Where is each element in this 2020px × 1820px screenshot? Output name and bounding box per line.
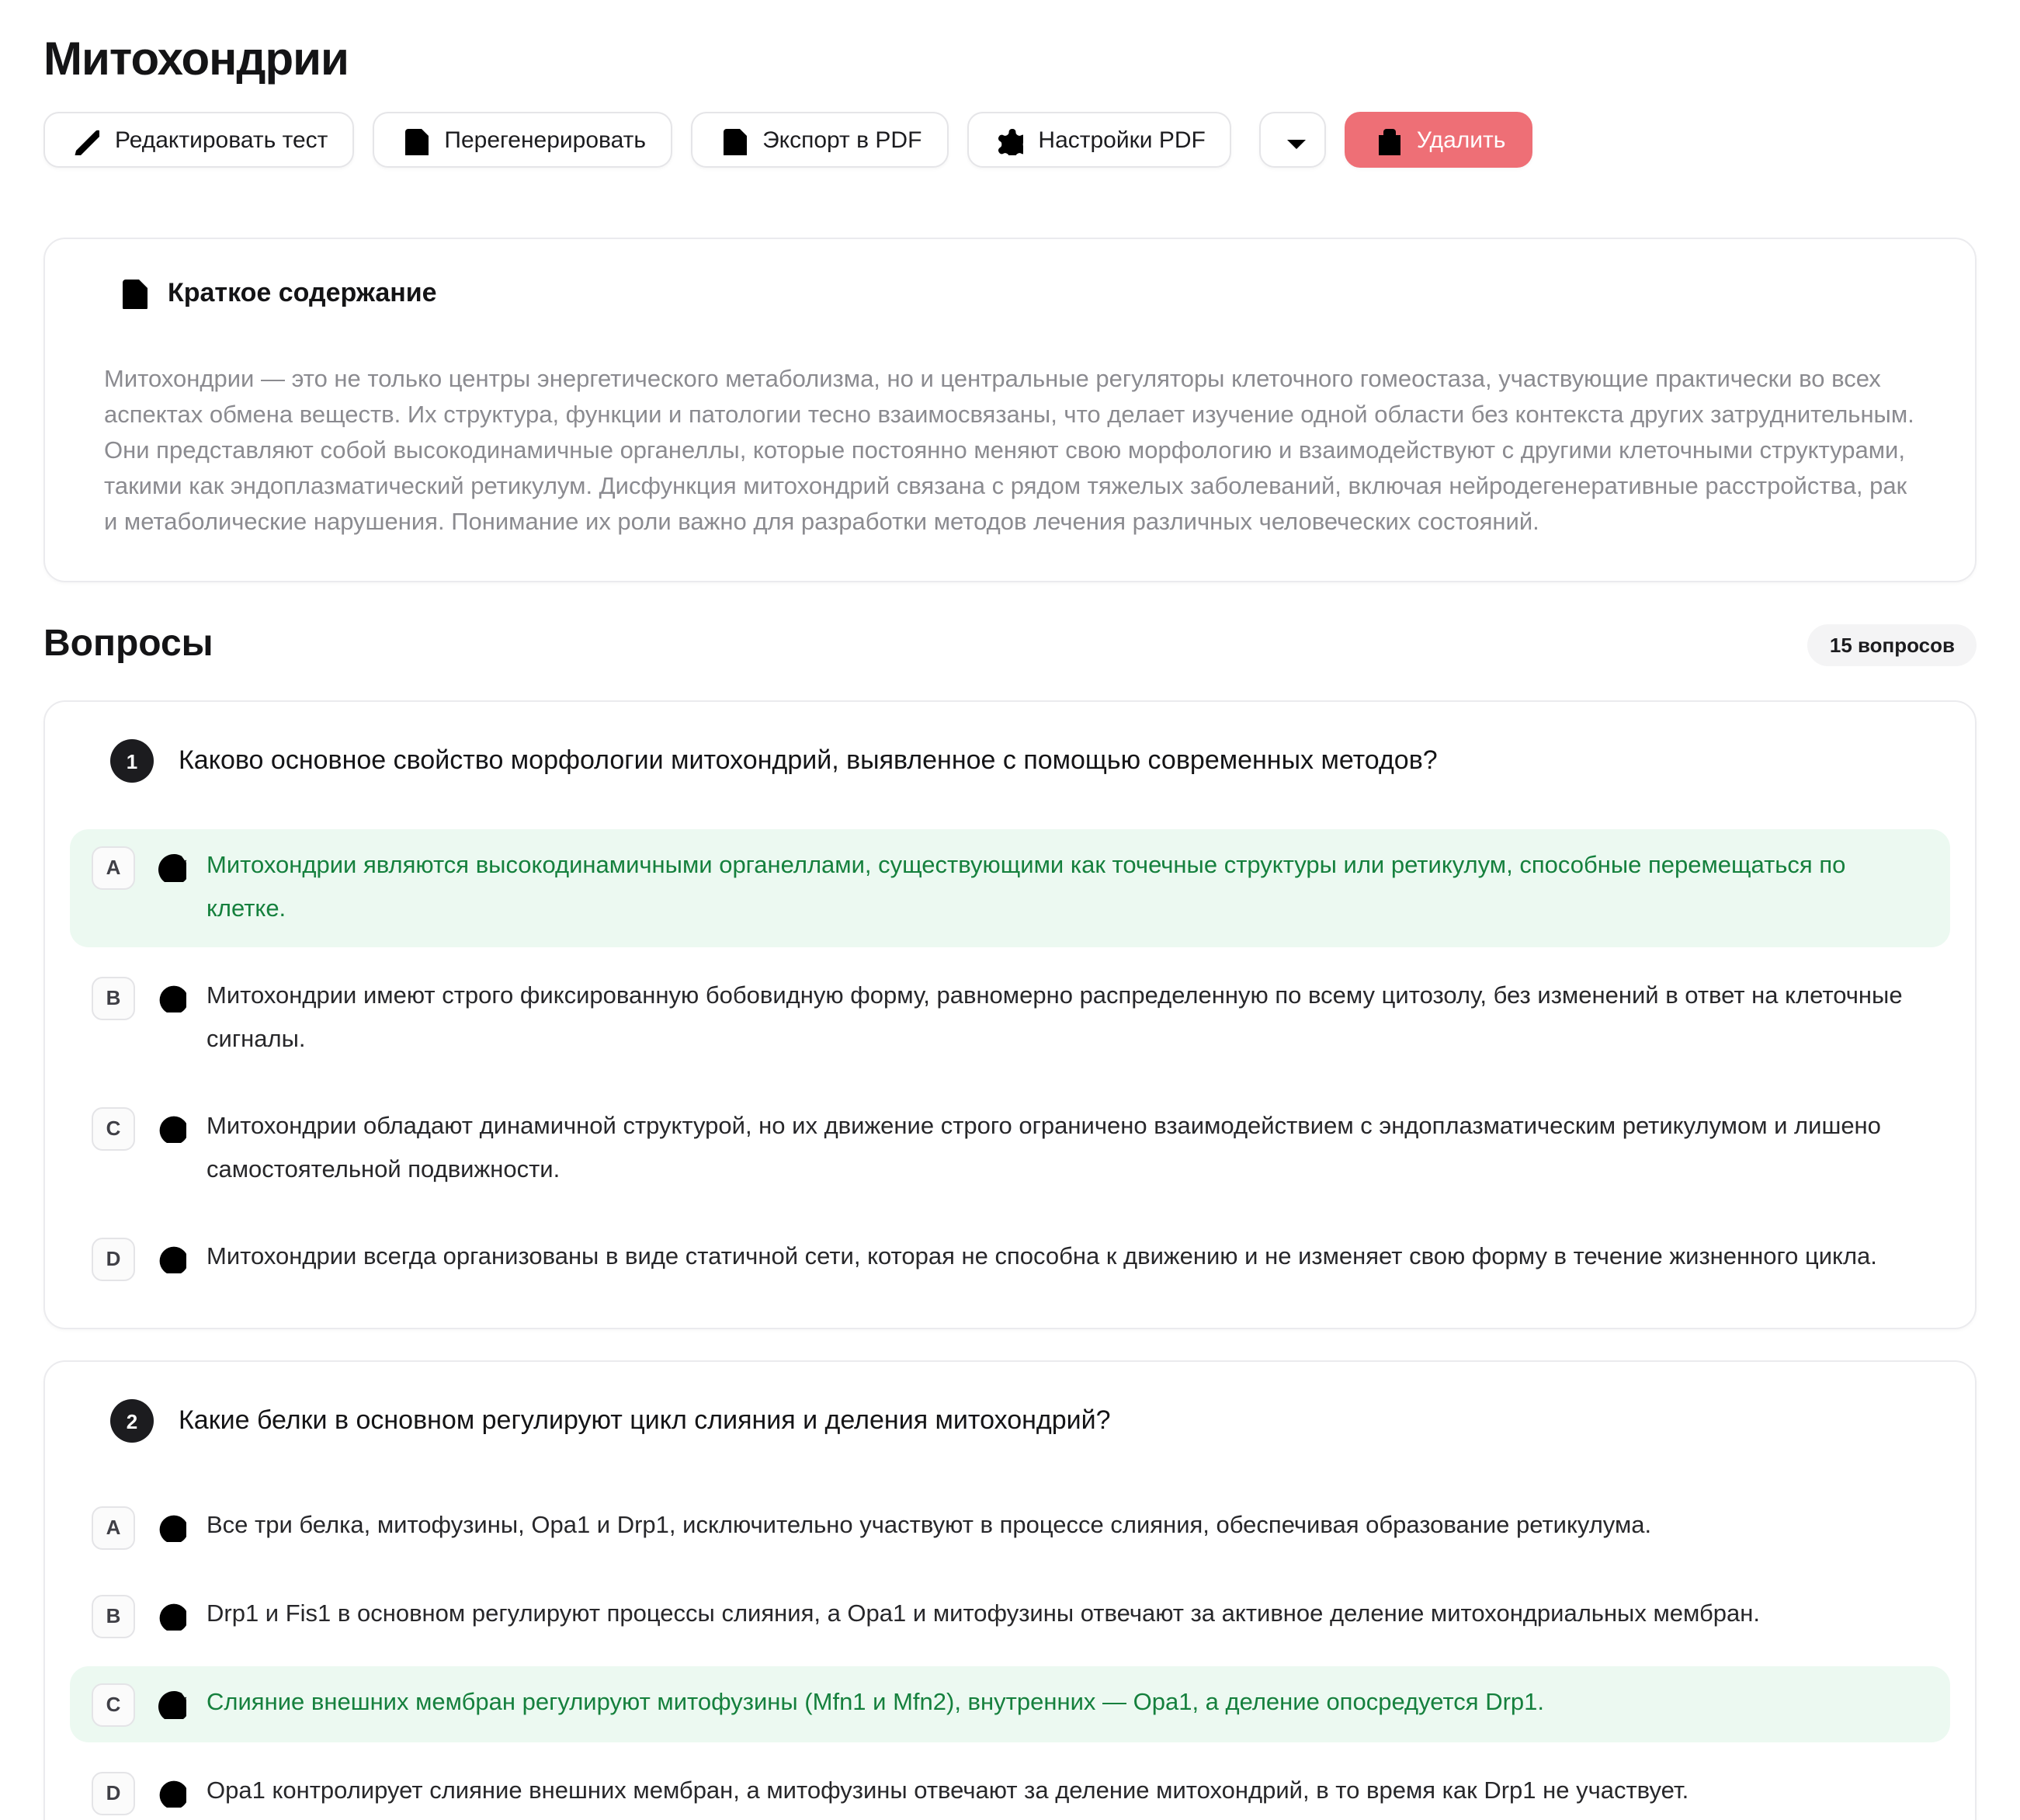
question-number: 2 <box>110 1399 154 1443</box>
x-circle-icon <box>155 1511 186 1542</box>
check-circle-icon <box>155 851 186 882</box>
summary-body: Митохондрии — это не только центры энергетического метаболизма, но и центральные регуляторы клеточного гомеостаза, участвующие практически во всех аспектах обмена веществ. Их структура, функции и патологии тесно взаимосвязаны, что делает изучение одной области без контекста других затруднительным. Они представляют собой высокодинамичные органеллы, которые постоянно меняют свою морфологию и взаимодействуют с другими клеточными структурами, такими как эндоплазматический ретикулум. Дисфункция митохондрий связана с рядом тяжелых заболеваний, включая нейродегенеративные расстройства, рак и метаболические нарушения. Понимание их роли важно для разработки методов лечения различных человеческих состояний. <box>104 366 1914 536</box>
regenerate-button[interactable] <box>373 112 672 168</box>
answer-option <box>70 960 1950 1078</box>
x-circle-icon <box>155 1112 186 1143</box>
x-circle-icon <box>155 1242 186 1273</box>
export-pdf-label: Экспорт в PDF <box>762 127 922 153</box>
question-count-badge: 15 вопросов <box>1808 623 1977 665</box>
delete-button[interactable] <box>1345 112 1532 168</box>
option-text: Все три белка, митофузины, Opa1 и Drp1, исключительно участвуют в процессе слияния, обеспечивая образование ретикулума. <box>207 1513 1652 1539</box>
pdf-settings-label: Настройки PDF <box>1038 127 1206 153</box>
export-pdf-button[interactable] <box>691 112 948 168</box>
option-letter-chip: C <box>92 1683 135 1727</box>
x-circle-icon <box>155 1599 186 1631</box>
option-letter-chip: B <box>92 977 135 1020</box>
answer-option <box>70 1221 1950 1297</box>
answer-option <box>70 1755 1950 1820</box>
summary-card <box>43 238 1977 582</box>
option-letter-chip: A <box>92 846 135 890</box>
edit-test-label: Редактировать тест <box>115 127 328 153</box>
answer-option <box>70 1489 1950 1565</box>
toolbar <box>43 112 1977 168</box>
option-letter-chip: D <box>92 1772 135 1815</box>
pdf-settings-button[interactable] <box>967 112 1231 168</box>
option-text: Митохондрии являются высокодинамичными органеллами, существующими как точечные структуры или ретикулум, способные перемещаться по клетке. <box>207 853 1846 922</box>
options-list <box>70 829 1950 1297</box>
option-letter-chip: B <box>92 1595 135 1638</box>
option-letter-chip: D <box>92 1238 135 1281</box>
gear-icon <box>993 125 1022 155</box>
answer-option <box>70 1578 1950 1654</box>
questions-section-header <box>43 623 1977 666</box>
option-letter-chip: C <box>92 1107 135 1151</box>
question-card <box>43 1360 1977 1820</box>
question-header <box>110 1399 1950 1443</box>
chevron-down-icon <box>1279 125 1308 155</box>
option-text: Митохондрии обладают динамичной структурой, но их движение строго ограничено взаимодействием с эндоплазматическим ретикулумом и лишено самостоятельной подвижности. <box>207 1113 1881 1183</box>
answer-option <box>70 1090 1950 1208</box>
regenerate-label: Перегенерировать <box>444 127 647 153</box>
options-list <box>70 1489 1950 1820</box>
option-text: Drp1 и Fis1 в основном регулируют процессы слияния, а Opa1 и митофузины отвечают за активное деление митохондриальных мембран. <box>207 1601 1760 1627</box>
summary-title: Краткое содержание <box>168 277 437 307</box>
question-card <box>43 700 1977 1329</box>
option-text: Opa1 контролирует слияние внешних мембран, а митофузины отвечают за деление митохондрий, в то время как Drp1 не участвует. <box>207 1778 1689 1804</box>
pencil-icon <box>70 125 99 155</box>
question-text: Какие белки в основном регулируют цикл слияния и деления митохондрий? <box>179 1405 1111 1435</box>
questions-title: Вопросы <box>43 623 213 665</box>
summary-header <box>116 276 1919 309</box>
trash-icon <box>1372 125 1401 155</box>
answer-option <box>70 1666 1950 1742</box>
option-text: Митохондрии всегда организованы в виде статичной сети, которая не способна к движению и не изменяет свою форму в течение жизненного цикла. <box>207 1244 1877 1270</box>
question-header <box>110 739 1950 783</box>
x-circle-icon <box>155 981 186 1012</box>
option-letter-chip: A <box>92 1506 135 1550</box>
check-circle-icon <box>155 1688 186 1719</box>
answer-option <box>70 829 1950 947</box>
option-text: Митохондрии имеют строго фиксированную бобовидную форму, равномерно распределенную по всему цитозолу, без изменений в ответ на клеточные сигналы. <box>207 983 1903 1053</box>
page-title: Митохондрии <box>43 34 349 85</box>
file-text-icon <box>399 125 429 155</box>
edit-test-button[interactable] <box>43 112 354 168</box>
file-text-icon <box>116 276 149 309</box>
pdf-file-icon <box>717 125 747 155</box>
option-text: Слияние внешних мембран регулируют митофузины (Mfn1 и Mfn2), внутренних — Opa1, а деление опосредуется Drp1. <box>207 1690 1545 1716</box>
question-number: 1 <box>110 739 154 783</box>
delete-label: Удалить <box>1416 127 1506 153</box>
question-text: Каково основное свойство морфологии митохондрий, выявленное с помощью современных методов? <box>179 745 1438 775</box>
x-circle-icon <box>155 1777 186 1808</box>
more-actions-button[interactable] <box>1260 112 1327 168</box>
